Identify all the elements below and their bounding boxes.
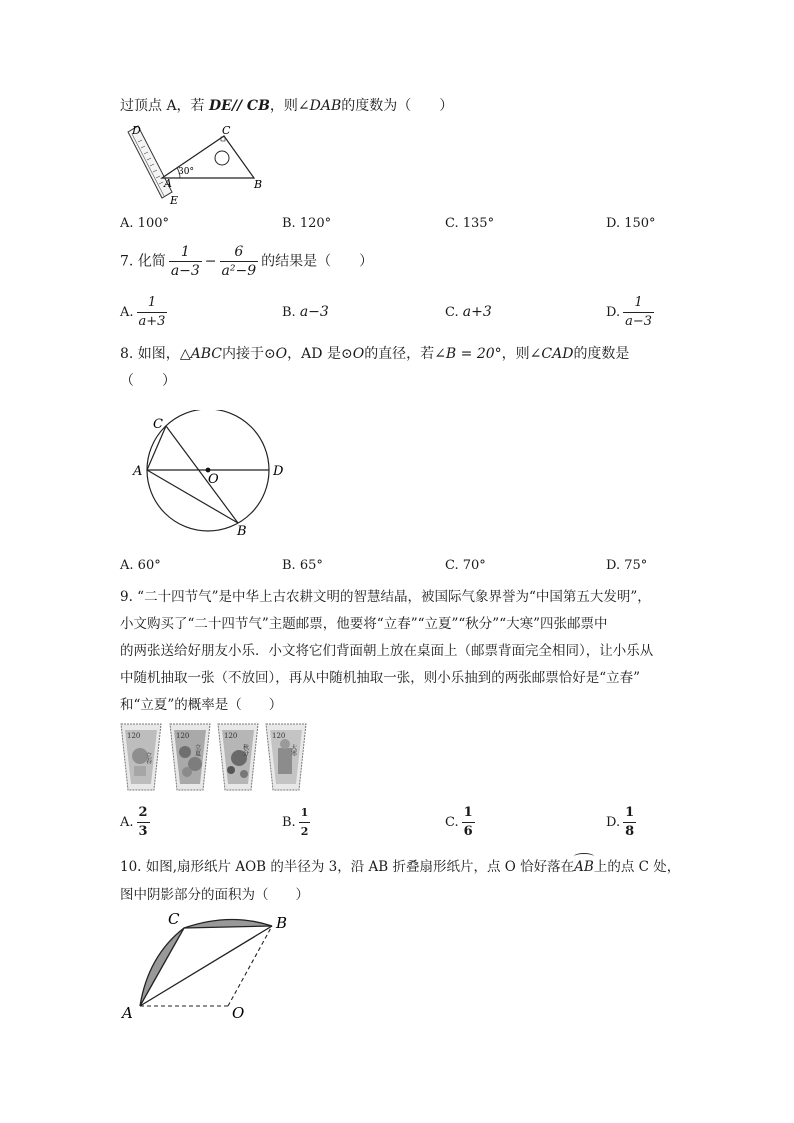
chord-cb (166, 426, 238, 523)
stamp-qiufen-name: 秋分 (241, 744, 249, 756)
q10-stem: 10. 如图,扇形纸片 AOB 的半径为 3，沿 AB 折叠扇形纸片，点 O 恰好落在 AB上的点 C 处， (120, 855, 680, 875)
q10-label-O: O (232, 1004, 245, 1022)
stamp-lichun (120, 722, 162, 792)
q9-line-3: 的两张送给好朋友小乐．小文将它们背面朝上放在桌面上（邮票背面完全相同），让小乐从 (120, 643, 654, 659)
stamp-lixia-name: 立夏 (193, 744, 201, 756)
stamp-lixia (169, 722, 211, 792)
q10-stem-line2: 图中阴影部分的面积为（ ） (120, 887, 309, 903)
q6-label-C: C (222, 124, 231, 137)
q8-figure (128, 410, 298, 545)
q8-option-d[interactable]: D. 75° (606, 558, 648, 573)
q9-option-b[interactable]: B. $\frac{1}{2}$ (282, 806, 309, 838)
q9-line-2: 小文购买了“二十四节气”主题邮票，他要将“立春”“立夏”“秋分”“大寒”四张邮票中 (120, 616, 608, 632)
q7-fraction-1: $\frac{1}{a-3}$ (170, 244, 200, 279)
q9-option-d[interactable]: D. $\frac{1}{8}$ (606, 805, 635, 839)
q6-angle-label: 30° (178, 167, 194, 177)
q9-line-1: 9. “二十四节气”是中华上古农耕文明的智慧结晶，被国际气象界誉为“中国第五大发明”， (120, 589, 651, 605)
q6-label-A: A (164, 177, 172, 190)
q6-label-E: E (170, 194, 179, 207)
q7-fraction-2: $\frac{6}{\text{a²−9}}$ (221, 244, 257, 279)
q6-figure (114, 120, 274, 210)
q7-option-c[interactable]: C. a+3 (445, 304, 492, 320)
q8-option-c[interactable]: C. 70° (445, 558, 486, 573)
q8-label-A: A (133, 464, 143, 479)
q7-option-b[interactable]: B. a−3 (282, 304, 329, 320)
triangle-set-square (162, 136, 254, 178)
q10-label-C: C (168, 910, 180, 928)
q9-options (120, 804, 680, 844)
stamp-dahan-value: 120 (272, 732, 286, 740)
q8-stem-line2: （ ） (120, 373, 176, 389)
q7-option-a[interactable]: A. $\frac{1}{a+3}$ (120, 295, 166, 329)
stamp-qiufen-value: 120 (224, 732, 238, 740)
q6-option-d[interactable]: D. 150° (606, 216, 656, 231)
q8-option-a[interactable]: A. 60° (120, 558, 161, 573)
chord-ac (147, 426, 166, 470)
q10-arc-ab: AB (574, 855, 594, 875)
stamp-lichun-value: 120 (127, 732, 141, 740)
q6-options (120, 216, 680, 240)
q10-figure (118, 906, 298, 1026)
segment-ob-dashed (228, 926, 272, 1006)
chord-ab (147, 470, 238, 523)
q8-label-C: C (153, 417, 163, 432)
q8-label-D: D (273, 464, 284, 479)
q8-options (120, 558, 680, 582)
q6-label-B: B (254, 178, 263, 191)
q9-line-4: 中随机抽取一张（不放回），再从中随机抽取一张，则小乐抽到的两张邮票恰好是“立春” (120, 670, 641, 686)
q9-option-c[interactable]: C. $\frac{1}{6}$ (445, 805, 473, 839)
q6-label-D: D (132, 124, 141, 137)
q8-stem: 8. 如图，△ABC内接于⊙O，AD 是⊙O的直径，若∠B = 20°，则∠CAD的度数是 (120, 346, 630, 362)
q9-option-a[interactable]: A. $\frac{2}{3}$ (120, 805, 148, 839)
q6-option-a[interactable]: A. 100° (120, 216, 169, 231)
stamp-qiufen (217, 722, 259, 792)
stamp-lixia-value: 120 (176, 732, 190, 740)
q10-label-A: A (122, 1004, 133, 1022)
q8-label-O: O (208, 472, 219, 487)
q10-label-B: B (276, 914, 288, 932)
stamp-lichun-name: 立春 (144, 752, 152, 764)
q6-stem: 过顶点 A，若 DE// CB，则∠DAB的度数为（ ） (120, 98, 454, 114)
q8-option-b[interactable]: B. 65° (282, 558, 323, 573)
q7-option-d[interactable]: D. $\frac{1}{a-3}$ (606, 295, 653, 329)
stamp-dahan-name: 大寒 (289, 744, 297, 756)
q7-stem: 7. 化简 $\frac{1}{a-3}$ − $\frac{6}{\text{a²−9}}$ 的结果是（ ） (120, 244, 374, 279)
segment-ac (140, 928, 184, 1006)
q7-options (120, 294, 680, 334)
stamp-dahan (265, 722, 307, 792)
q8-label-B: B (237, 524, 247, 539)
q6-option-b[interactable]: B. 120° (282, 216, 332, 231)
q9-line-5: 和“立夏”的概率是（ ） (120, 697, 283, 713)
q6-option-c[interactable]: C. 135° (445, 216, 495, 231)
